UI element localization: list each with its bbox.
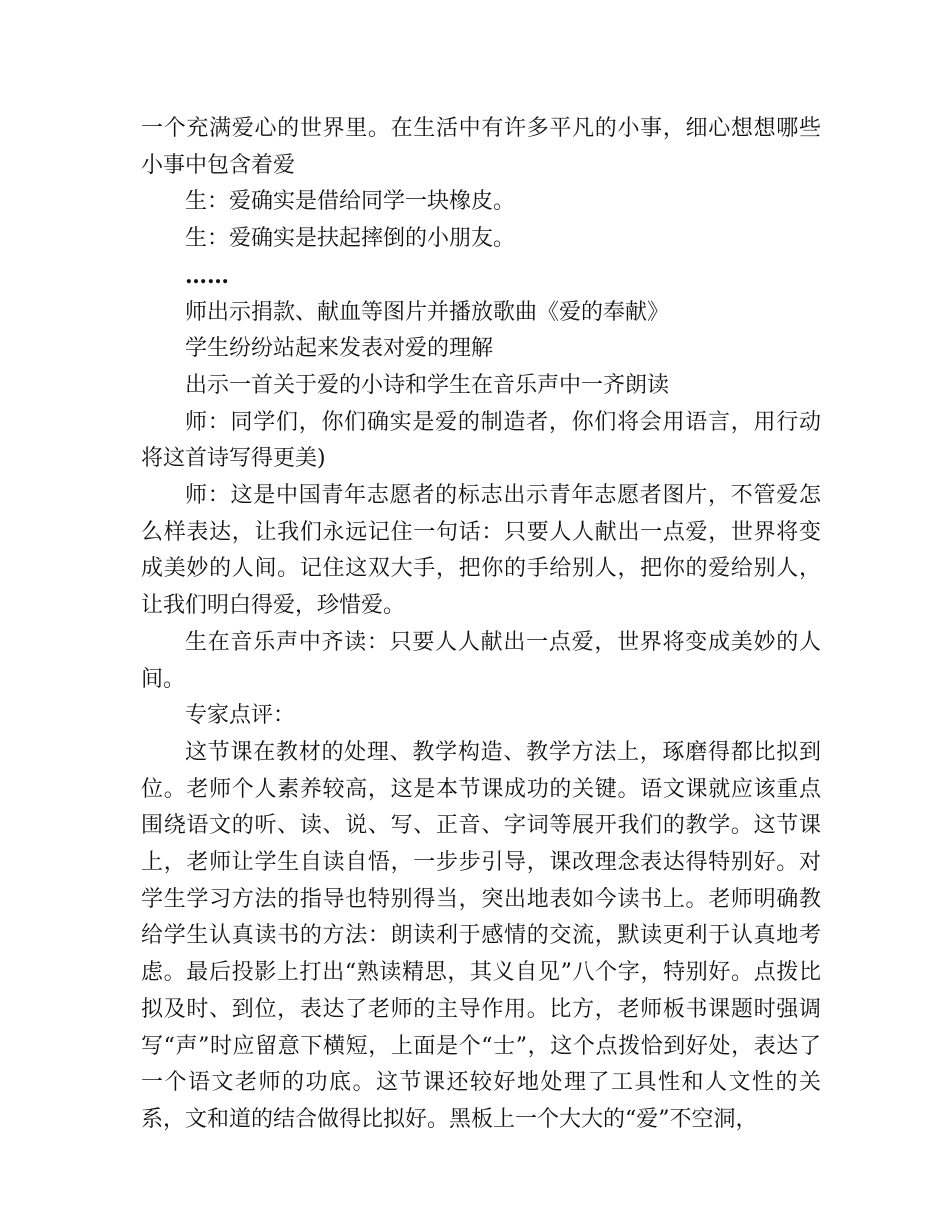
paragraph-expert-review: 这节课在教材的处理、教学构造、教学方法上，琢磨得都比拟到位。老师个人素养较高，这是本节课成功的关键。语文课就应该重点围绕语文的听、读、说、写、正音、字词等展开我们的教学。这节课上，老师让学生自读自悟，一步步引导，课改理念表达得特别好。对学生学习方法的指导也特别得当，突出地表如今读书上。老师明确教给学生认真读书的方法：朗读利于感情的交流，默读更利于认真地考虑。最后投影上打出“熟读精思，其义自见”八个字，特别好。点拨比拟及时、到位，表达了老师的主导作用。比方，老师板书课题时强调写“声”时应留意下横短，上面是个“士”，这个点拨恰到好处，表达了一个语文老师的功底。这节课还较好地处理了工具性和人文性的关系，文和道的结合做得比拟好。黑板上一个大大的“爱”不空洞，	[141, 739, 821, 1132]
paragraph-5: 师出示捐款、献血等图片并播放歌曲《爱的奉献》	[185, 299, 670, 325]
paragraph-8: 师：同学们，你们确实是爱的制造者，你们将会用语言，用行动将这首诗写得更美)	[141, 409, 821, 472]
paragraph-10: 生在音乐声中齐读：只要人人献出一点爱，世界将变成美妙的人间。	[141, 629, 821, 692]
section-heading-expert-review: 专家点评：	[185, 703, 296, 729]
paragraph-7: 出示一首关于爱的小诗和学生在音乐声中一齐朗读	[185, 372, 670, 398]
paragraph-1: 一个充满爱心的世界里。在生活中有许多平凡的小事，细心想想哪些小事中包含着爱	[141, 116, 821, 178]
document-body	[141, 111, 821, 1139]
paragraph-3: 生：爱确实是扶起摔倒的小朋友。	[185, 226, 516, 252]
paragraph-ellipsis: ……	[185, 262, 229, 289]
paragraph-2: 生：爱确实是借给同学一块橡皮。	[185, 189, 516, 215]
paragraph-9: 师：这是中国青年志愿者的标志出示青年志愿者图片，不管爱怎么样表达，让我们永远记住一句话：只要人人献出一点爱，世界将变成美妙的人间。记住这双大手，把你的手给别人，把你的爱给别人，让我们明白得爱，珍惜爱。	[141, 483, 821, 619]
paragraph-6: 学生纷纷站起来发表对爱的理解	[185, 336, 494, 362]
